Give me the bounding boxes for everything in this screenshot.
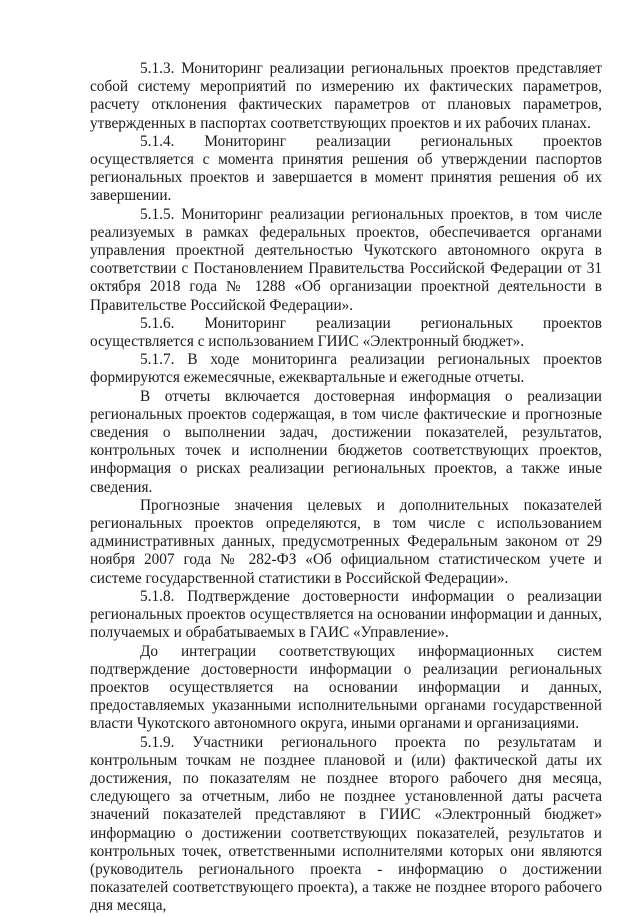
paragraph-5-1-8: 5.1.8. Подтверждение достоверности информации о реализации региональных проектов осуществляется на основании информации и данных, получаемых и обрабатываемых в ГАИС «Управление». (90, 587, 602, 642)
paragraph-reports-content: В отчеты включается достоверная информация о реализации региональных проектов содержащая, в том числе фактические и прогнозные сведения о выполнении задач, достижении показателей, результатов, контрольных точек и исполнении бюджетов соответствующих проектов, информация о рисках реализации региональных проектов, а также иные сведения. (90, 387, 602, 496)
paragraph-5-1-7: 5.1.7. В ходе мониторинга реализации региональных проектов формируются ежемесячные, ежеквартальные и ежегодные отчеты. (90, 351, 602, 387)
paragraph-forecast-values: Прогнозные значения целевых и дополнительных показателей региональных проектов определяются, в том числе с использованием административных данных, предусмотренных Федеральным законом от 29 ноября 2007 года № 282-ФЗ «Об официальном статистическом учете и системе государственной статистики в Российской Федерации». (90, 496, 602, 587)
paragraph-5-1-3: 5.1.3. Мониторинг реализации региональных проектов представляет собой систему мероприятий по измерению их фактических параметров, расчету отклонения фактических параметров от плановых параметров, утвержденных в паспортах соответствующих проектов и их рабочих планах. (90, 60, 602, 132)
paragraph-5-1-5: 5.1.5. Мониторинг реализации региональных проектов, в том числе реализуемых в рамках федеральных проектов, обеспечивается органами управления проектной деятельностью Чукотского автономного округа в соответствии с Постановлением Правительства Российской Федерации от 31 октября 2018 года № 1288 «Об организации проектной деятельности в Правительстве Российской Федерации». (90, 205, 602, 314)
paragraph-5-1-6: 5.1.6. Мониторинг реализации региональных проектов осуществляется с использованием ГИИС «Электронный бюджет». (90, 314, 602, 351)
paragraph-integration: До интеграции соответствующих информационных систем подтверждение достоверности информации о реализации региональных проектов осуществляется на основании информации и данных, предоставляемых указанными исполнительными органами государственной власти Чукотского автономного округа, иными органами и организациями. (90, 642, 602, 733)
paragraph-5-1-4: 5.1.4. Мониторинг реализации региональных проектов осуществляется с момента принятия решения об утверждении паспортов региональных проектов и завершается в момент принятия решения об их завершении. (90, 132, 602, 205)
paragraph-5-1-9: 5.1.9. Участники регионального проекта по результатам и контрольным точкам не позднее плановой и (или) фактической даты их достижения, по показателям не позднее второго рабочего дня месяца, следующего за отчетным, либо не позднее установленной даты расчета значений показателей представляют в ГИИС «Электронный бюджет» информацию о достижении соответствующих показателей, результатов и контрольных точек, ответственными исполнителями которых они являются (руководитель регионального проекта - информацию о достижении показателей соответствующего проекта), а также не позднее второго рабочего дня месяца, (90, 733, 602, 915)
document-page (90, 60, 602, 916)
